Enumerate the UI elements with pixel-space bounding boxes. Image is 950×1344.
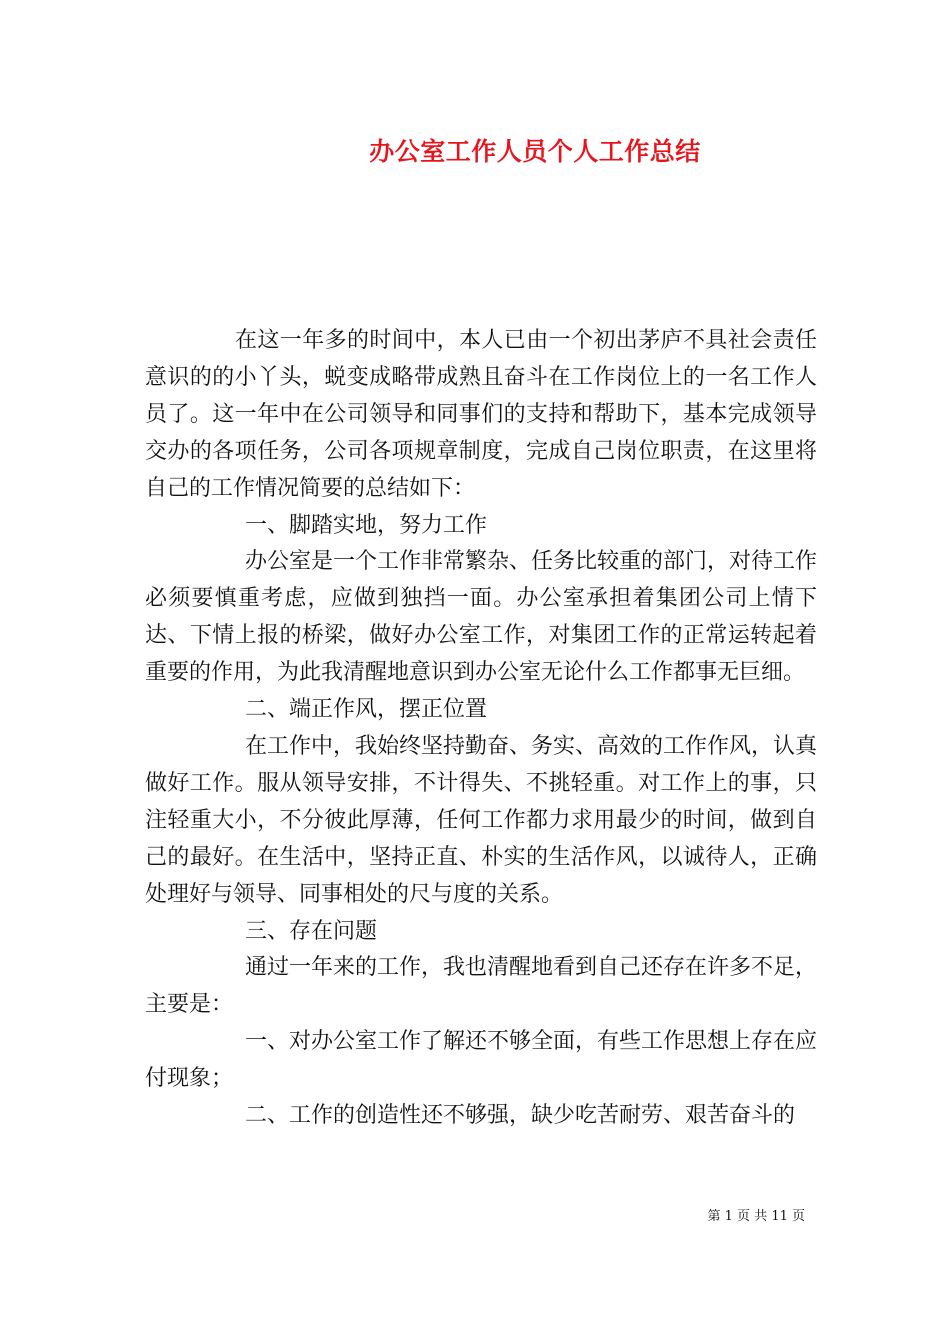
section-heading-1: 一、脚踏实地，努力工作 (245, 512, 488, 538)
document-body (145, 323, 817, 1135)
paragraph-intro: 在这一年多的时间中，本人已由一个初出茅庐不具社会责任意识的的小丫头，蜕变成略带成熟且奋斗在工作岗位上的一名工作人员了。这一年中在公司领导和同事们的支持和帮助下，基本完成领导交办的各项任务，公司各项规章制度，完成自己岗位职责，在这里将自己的工作情况简要的总结如下： (145, 328, 817, 501)
section-heading-3: 三、存在问题 (245, 918, 378, 944)
paragraph-section-3: 通过一年来的工作，我也清醒地看到自己还存在许多不足，主要是： (145, 955, 818, 1018)
section-heading-2: 二、端正作风，摆正位置 (245, 697, 488, 723)
paragraph-section-1: 办公室是一个工作非常繁杂、任务比较重的部门，对待工作必须要慎重考虑，应做到独挡一面。办公室承担着集团公司上情下达、下情上报的桥梁，做好办公室工作，对集团工作的正常运转起着重要的作用，为此我清醒地意识到办公室无论什么工作都事无巨细。 (145, 549, 818, 686)
paragraph-section-2: 在工作中，我始终坚持勤奋、务实、高效的工作作风，认真做好工作。服从领导安排，不计得失、不挑轻重。对工作上的事，只注轻重大小，不分彼此厚薄，任何工作都力求用最少的时间，做到自己的最好。在生活中，坚持正直、朴实的生活作风，以诚待人，正确处理好与领导、同事相处的尺与度的关系。 (145, 733, 818, 907)
paragraph-problem-2: 二、工作的创造性还不够强，缺少吃苦耐劳、艰苦奋斗的 (245, 1103, 796, 1129)
document-title: 办公室工作人员个人工作总结 (369, 137, 701, 166)
paragraph-problem-1: 一、对办公室工作了解还不够全面，有些工作思想上存在应付现象； (145, 1029, 818, 1092)
page-number-footer: 第 1 页 共 11 页 (707, 1209, 805, 1224)
